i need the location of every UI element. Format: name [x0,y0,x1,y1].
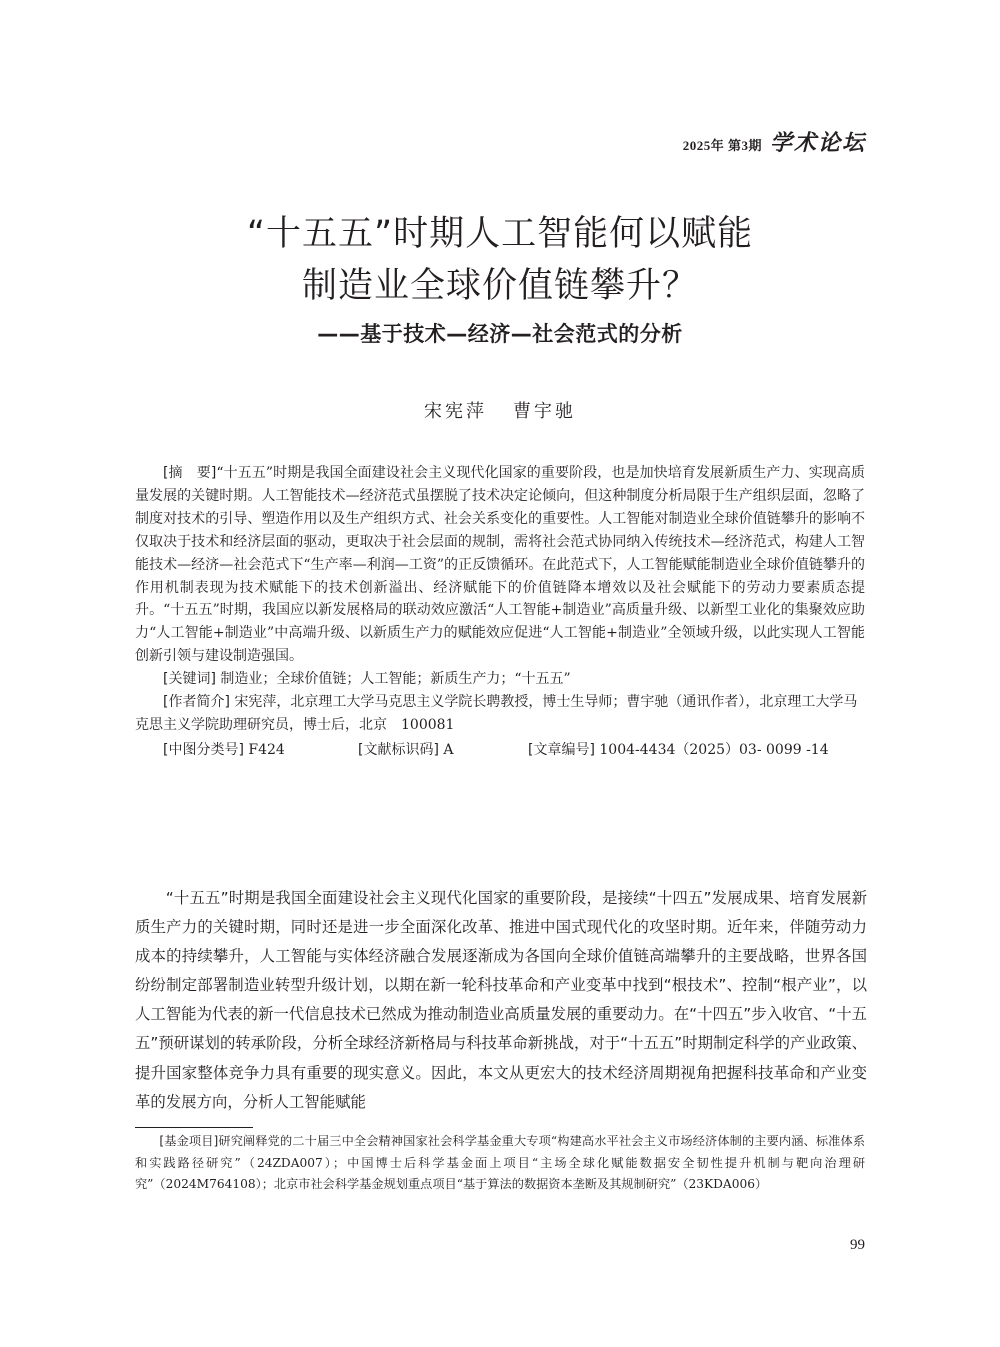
keywords-text: 制造业；全球价值链；人工智能；新质生产力；“十五五” [220,671,571,688]
issue-label: 2025年 第3期 [682,138,762,153]
footnote [135,1131,865,1196]
body-paragraph: “十五五”时期是我国全面建设社会主义现代化国家的重要阶段，是接续“十四五”发展成果、培育发展新质生产力的关键时期，同时还是进一步全面深化改革、推进中国式现代化的攻坚时期。近年来，伴随劳动力成本的持续攀升，人工智能与实体经济融合发展逐渐成为各国向全球价值链高端攀升的主要战略，世界各国纷纷制定部署制造业转型升级计划，以期在新一轮科技革命和产业变革中找到“根技术”、控制“根产业”，以人工智能为代表的新一代信息技术已然成为推动制造业高质量发展的重要动力。在“十四五”步入收官、“十五五”预研谋划的转承阶段，分析全球经济新格局与科技革命新挑战，对于“十五五”时期制定科学的产业政策、提升国家整体竞争力具有重要的现实意义。因此，本文从更宏大的技术经济周期视角把握科技革命和产业变革的发展方向，分析人工智能赋能 [135,889,867,1111]
article-title [0,208,1000,312]
clc-value: F424 [248,741,285,758]
abstract-text: “十五五”时期是我国全面建设社会主义现代化国家的重要阶段，也是加快培育发展新质生产力、实现高质量发展的关键时期。人工智能技术—经济范式虽摆脱了技术决定论倾向，但这种制度分析局限于生产组织层面，忽略了制度对技术的引导、塑造作用以及生产组织方式、社会关系变化的重要性。人工智能对制造业全球价值链攀升的影响不仅取决于技术和经济层面的驱动，更取决于社会层面的规制，需将社会范式协同纳入传统技术—经济范式，构建人工智能技术—经济—社会范式下“生产率—利润—工资”的正反馈循环。在此范式下，人工智能赋能制造业全球价值链攀升的作用机制表现为技术赋能下的技术创新溢出、经济赋能下的价值链降本增效以及社会赋能下的劳动力要素质态提升。“十五五”时期，我国应以新发展格局的联动效应激活“人工智能+制造业”高质量升级、以新型工业化的集聚效应助力“人工智能+制造业”中高端升级、以新质生产力的赋能效应促进“人工智能+制造业”全领域升级，以此实现人工智能创新引领与建设制造强国。 [135,465,865,665]
footnote-divider [135,1127,253,1128]
doc-value: A [443,741,454,758]
footnote-label: [基金项目] [159,1134,219,1148]
author-name: 曹宇驰 [513,401,576,422]
page-number: 99 [850,1237,865,1253]
article-number-value: 1004-4434（2025）03- 0099 -14 [599,741,829,758]
running-header [683,126,866,157]
title-line-2: 制造业全球价值链攀升？ [301,266,698,306]
author-info-label: [作者简介] [163,694,230,711]
clc-code [163,739,358,762]
author-list [0,397,1000,423]
abstract [135,462,865,668]
keywords-label: [关键词] [163,671,216,688]
article-number [528,739,829,762]
author-info [135,691,865,737]
journal-name: 学术论坛 [769,130,866,156]
article-subtitle: ——基于技术—经济—社会范式的分析 [317,322,683,346]
footnote-text: 研究阐释党的二十届三中全会精神国家社会科学基金重大专项“构建高水平社会主义市场经济体制的主要内涵、标准体系和实践路径研究”（24ZDA007）；中国博士后科学基金面上项目“主场全球化赋能数据安全韧性提升机制与靶向治理研究”（2024M764108）；北京市社会科学基金规划重点项目“基于算法的数据资本垄断及其规制研究”（23KDA006） [135,1134,866,1191]
doc-label: [文献标识码] [358,741,439,758]
abstract-block [135,462,865,762]
article-number-label: [文章编号] [528,741,595,758]
author-name: 宋宪萍 [424,401,487,422]
author-info-text: 宋宪萍，北京理工大学马克思主义学院长聘教授，博士生导师；曹宇驰（通讯作者），北京理工大学马克思主义学院助理研究员，博士后，北京 100081 [135,694,858,733]
keywords [135,668,865,691]
document-code [358,739,528,762]
abstract-label: [摘 要] [163,465,217,481]
title-line-1: “十五五”时期人工智能何以赋能 [246,214,754,254]
classification-row [135,739,865,762]
clc-label: [中图分类号] [163,741,244,758]
